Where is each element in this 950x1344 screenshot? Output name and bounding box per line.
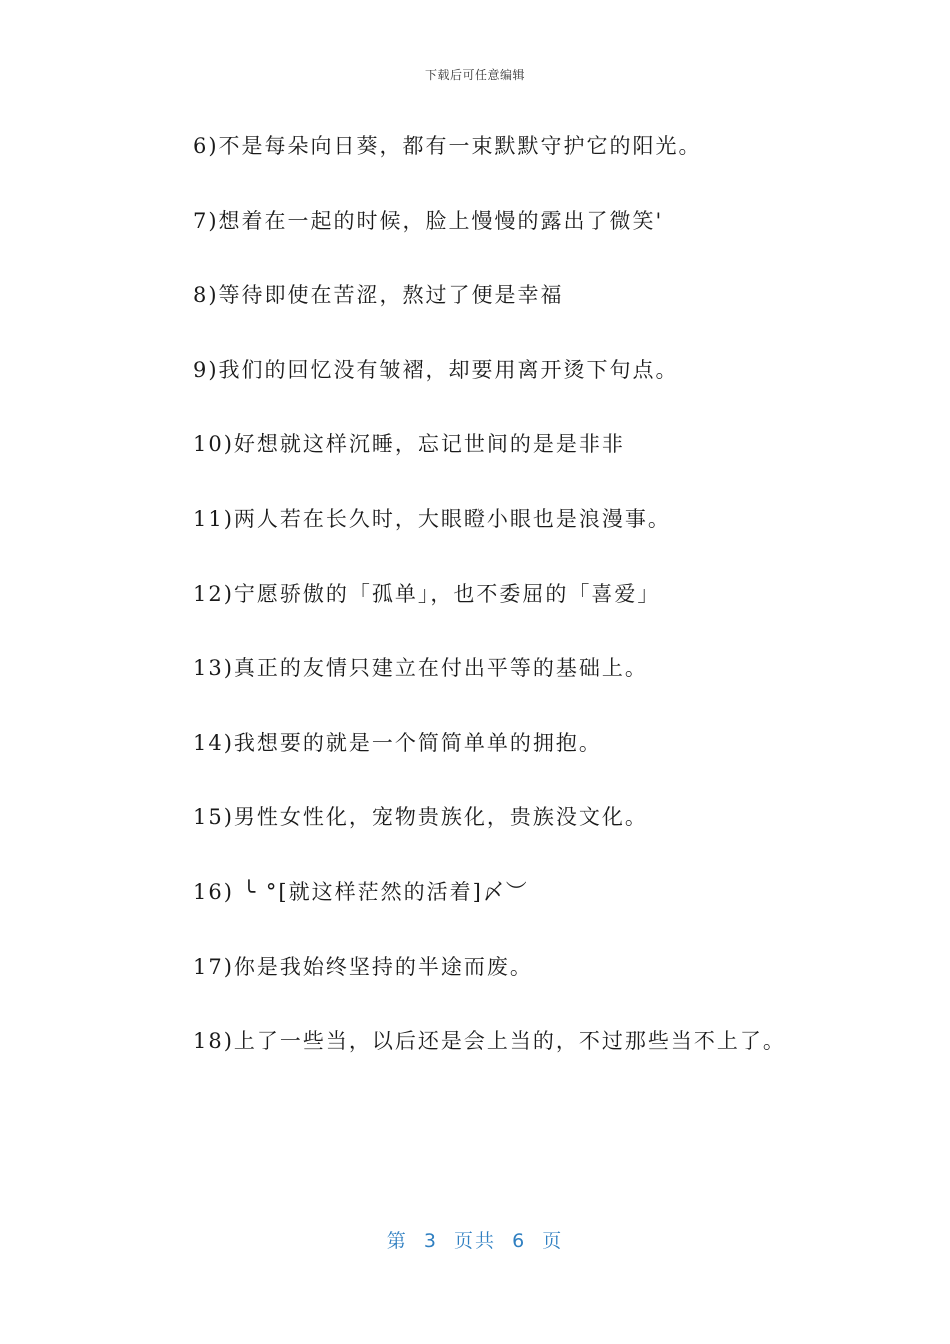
list-item: 14)我想要的就是一个简简单单的拥抱。 bbox=[193, 730, 602, 755]
list-item: 16) ╰ °[就这样茫然的活着]〆︶ bbox=[193, 879, 529, 904]
page-number-text: 第 3 页共 6 页 bbox=[386, 1230, 564, 1252]
list-item: 12)宁愿骄傲的「孤单」，也不委屈的「喜爱」 bbox=[193, 581, 661, 606]
list-item: 10)好想就这样沉睡，忘记世间的是是非非 bbox=[193, 432, 625, 457]
list-item: 18)上了一些当，以后还是会上当的，不过那些当不上了。 bbox=[193, 1029, 786, 1054]
list-item: 13)真正的友情只建立在付出平等的基础上。 bbox=[193, 656, 648, 681]
quote-list bbox=[193, 128, 873, 1098]
list-item: 8)等待即使在苦涩，熬过了便是幸福 bbox=[193, 283, 564, 308]
page-header: 下载后可任意编辑 bbox=[424, 68, 525, 82]
list-item: 15)男性女性化，宠物贵族化，贵族没文化。 bbox=[193, 805, 648, 830]
list-item: 11)两人若在长久时，大眼瞪小眼也是浪漫事。 bbox=[193, 506, 671, 531]
page-number-footer bbox=[0, 1226, 950, 1253]
list-item: 7)想着在一起的时候，脸上慢慢的露出了微笑' bbox=[193, 208, 664, 233]
list-item: 17)你是我始终坚持的半途而废。 bbox=[193, 954, 533, 979]
list-item: 6)不是每朵向日葵，都有一束默默守护它的阳光。 bbox=[193, 134, 702, 158]
list-item: 9)我们的回忆没有皱褶，却要用离开烫下句点。 bbox=[193, 357, 679, 382]
